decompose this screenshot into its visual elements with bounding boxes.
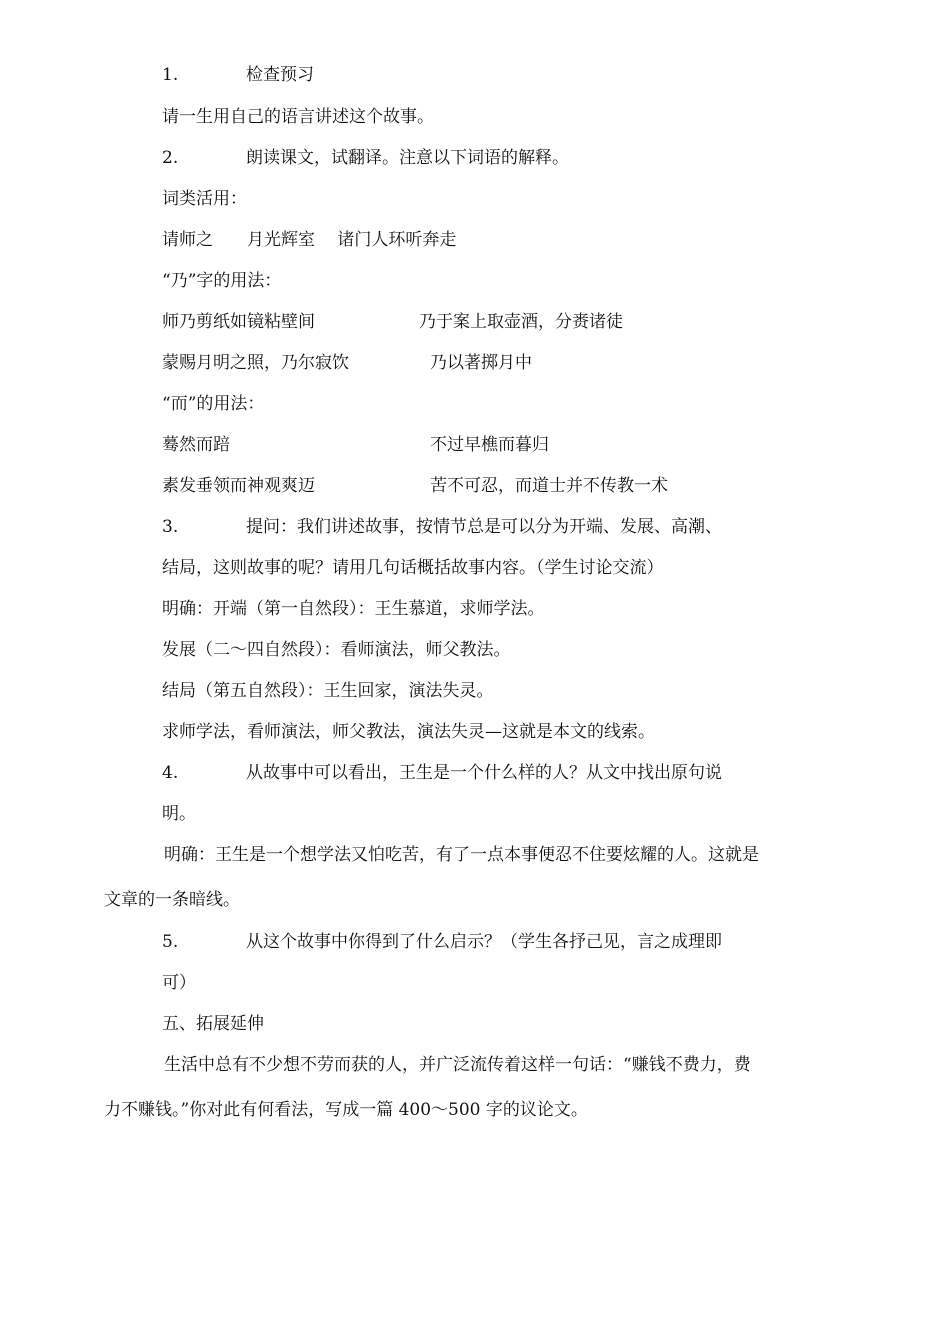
paragraph: 生活中总有不少想不劳而获的人，并广泛流传着这样一句话：“赚钱不费力，费 (164, 1055, 751, 1075)
example-right: 乃于案上取壶酒，分赉诸徒 (419, 312, 623, 332)
item-number: 4. (162, 763, 179, 783)
example-right: 不过早樵而暮归 (430, 435, 549, 455)
item-heading: 从故事中可以看出，王生是一个什么样的人？从文中找出原句说 (246, 763, 722, 783)
item-heading: 朗读课文，试翻译。注意以下词语的解释。 (246, 148, 569, 168)
example-right: 苦不可忍，而道士并不传教一术 (430, 476, 668, 496)
paragraph: 力不赚钱。”你对此有何看法，写成一篇 400～500 字的议论文。 (104, 1100, 588, 1120)
paragraph: “而”的用法： (162, 394, 265, 414)
paragraph: 明。 (162, 804, 196, 824)
paragraph: 文章的一条暗线。 (104, 890, 240, 910)
paragraph: 可） (162, 973, 196, 993)
paragraph: “乃”字的用法： (162, 271, 282, 291)
item-number: 3. (162, 517, 179, 537)
paragraph: 求师学法，看师演法，师父教法，演法失灵—这就是本文的线索。 (162, 722, 655, 742)
item-number: 2. (162, 148, 179, 168)
item-number: 1. (162, 65, 179, 85)
example-left: 素发垂领而神观爽迈 (162, 476, 315, 496)
example-left: 师乃剪纸如镜粘壁间 (162, 312, 315, 332)
item-number: 5. (162, 932, 179, 952)
item-heading: 从这个故事中你得到了什么启示？（学生各抒己见，言之成理即 (246, 932, 722, 952)
item-heading: 检查预习 (246, 65, 314, 85)
example-left: 蓦然而踣 (162, 435, 230, 455)
paragraph: 明确：开端（第一自然段）：王生慕道，求师学法。 (162, 599, 545, 619)
paragraph: 结局（第五自然段）：王生回家，演法失灵。 (162, 681, 494, 701)
example-left: 蒙赐月明之照，乃尔寂饮 (162, 353, 349, 373)
example-right: 乃以著掷月中 (430, 353, 532, 373)
paragraph: 结局，这则故事的呢？请用几句话概括故事内容。（学生讨论交流） (162, 558, 664, 578)
item-heading: 提问：我们讲述故事，按情节总是可以分为开端、发展、高潮、 (246, 517, 722, 537)
paragraph: 请师之 月光辉室 诸门人环听奔走 (162, 230, 457, 250)
paragraph: 词类活用： (162, 189, 247, 209)
paragraph: 请一生用自己的语言讲述这个故事。 (162, 107, 434, 127)
paragraph: 发展（二～四自然段）：看师演法，师父教法。 (162, 640, 511, 660)
section-heading: 五、拓展延伸 (162, 1014, 264, 1034)
paragraph: 明确：王生是一个想学法又怕吃苦，有了一点本事便忍不住要炫耀的人。这就是 (164, 845, 759, 865)
